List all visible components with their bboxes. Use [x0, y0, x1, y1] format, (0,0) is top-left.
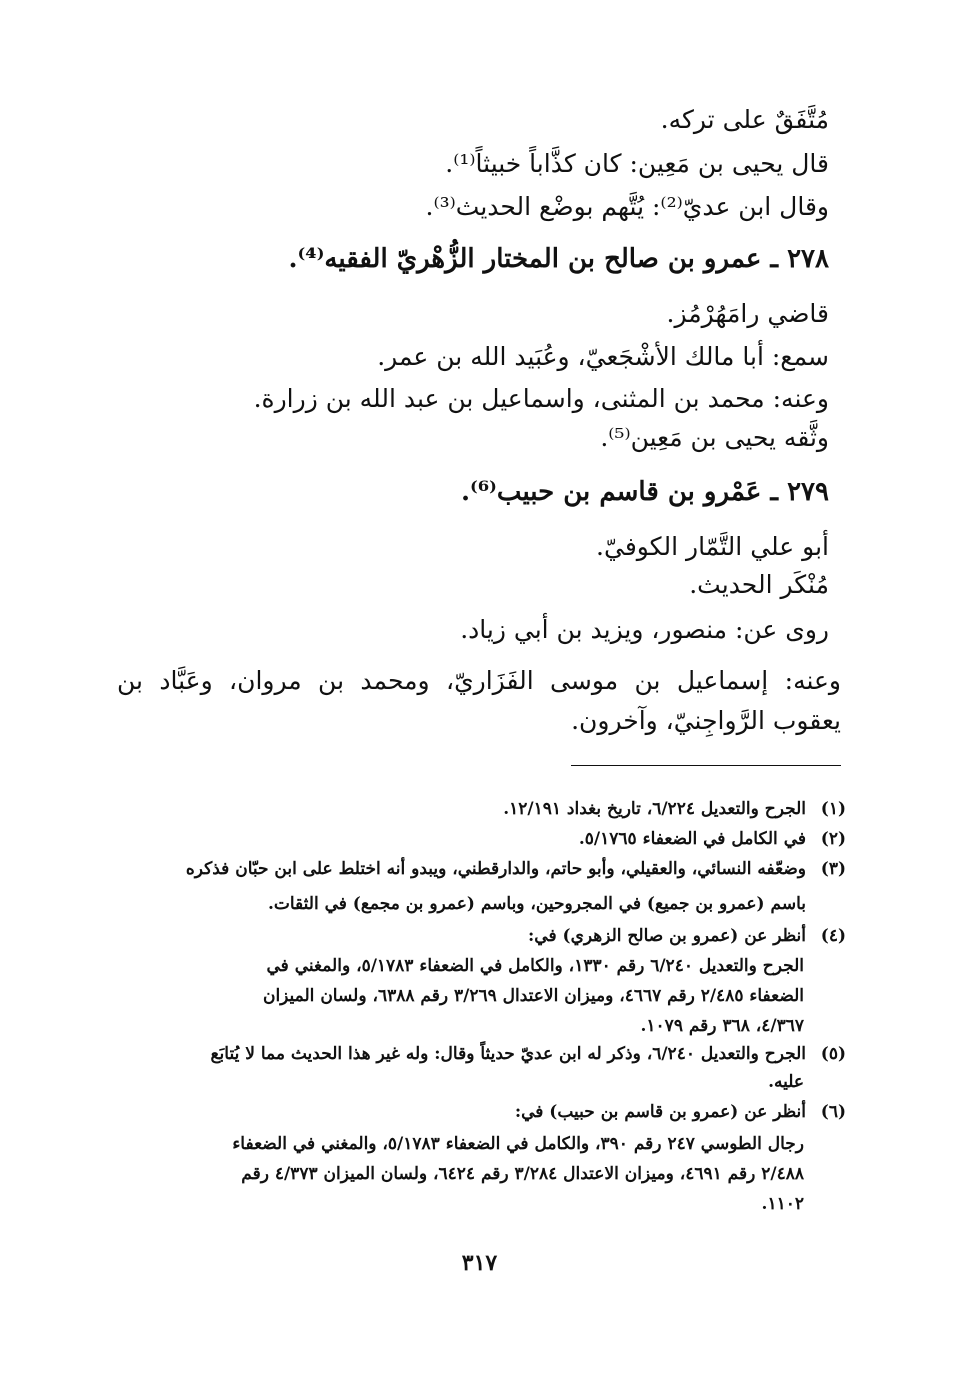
body-line: سمع: أبا مالك الأشْجَعيّ، وعُبَيد الله بن عمر. [377, 342, 829, 371]
body-line: قاضي رامَهُرْمُز. [666, 299, 829, 328]
footnote-6 [116, 1098, 846, 1126]
footnote-1 [116, 795, 846, 823]
footnote-6-cont: ١١٠٢. [761, 1194, 804, 1214]
footnote-4 [116, 922, 846, 950]
body-line: وعنه: إسماعيل بن موسى الفَزَاريّ، ومحمد بن مروان، وعَبَّاد بن [117, 666, 841, 695]
footnote-number: (١) [820, 799, 846, 819]
footnote-number: (٤) [820, 926, 846, 946]
footnote-6-cont: ٢/٤٨٨ رقم ٤٦٩١، وميزان الاعتدال ٣/٢٨٤ رقم ٦٤٢٤، ولسان الميزان ٤/٣٧٣ رقم [241, 1164, 804, 1184]
footnote-separator [571, 765, 841, 766]
body-line: أبو علي التَّمّار الكوفيّ. [596, 532, 829, 561]
footnote-number: (٢) [820, 829, 846, 849]
footnote-2 [116, 825, 846, 853]
footnote-text: الجرح والتعديل ٦/٢٢٤، تاريخ بغداد ١٢/١٩١. [503, 799, 806, 819]
body-line: وقال ابن عديّ⁽²⁾: يُتَّهم بوضْع الحديث⁽³⁾. [425, 192, 829, 221]
footnote-number: (٥) [820, 1044, 846, 1064]
body-line: مُتَّفَقٌ على تركه. [660, 105, 829, 134]
body-line: وعنه: محمد بن المثنى، واسماعيل بن عبد الله بن زرارة. [253, 384, 829, 413]
footnote-6-cont: رجال الطوسي ٢٤٧ رقم ٣٩٠، والكامل في الضعفاء ٥/١٧٨٣، والمغني في الضعفاء [232, 1134, 804, 1154]
body-line: يعقوب الرَّواجِنيّ، وآخرون. [571, 706, 841, 735]
page-number: ٣١٧ [461, 1250, 498, 1276]
footnote-text: الجرح والتعديل ٦/٢٤٠، وذكر له ابن عديّ حديثاً وقال: وله غير هذا الحديث مما لا يُتابَع [210, 1044, 806, 1064]
footnote-4-cont: ٤/٣٦٧، ٣٦٨ رقم ١٠٧٩. [640, 1016, 804, 1036]
footnote-text: أنظر عن (عمرو بن قاسم بن حبيب) في: [514, 1102, 806, 1122]
body-line: وثَّقه يحيى بن مَعِين⁽⁵⁾. [600, 423, 829, 452]
entry-heading-278: ٢٧٨ ـ عمرو بن صالح بن المختار الزُّهْريّ الفقيه⁽⁴⁾. [288, 244, 829, 274]
body-line: قال يحيى بن مَعِين: كان كذَّاباً خبيثاً⁽¹⁾. [445, 149, 829, 178]
footnote-number: (٦) [820, 1102, 846, 1122]
entry-heading-279: ٢٧٩ ـ عَمْرو بن قاسم بن حبيب⁽⁶⁾. [460, 477, 829, 507]
footnote-text: وضعّفه النسائي، والعقيلي، وأبو حاتم، والدارقطني، ويبدو أنه اختلط على ابن حبّان فذكره [185, 859, 806, 879]
body-line: روى عن: منصور، ويزيد بن أبي زياد. [460, 615, 829, 644]
footnote-4-cont: الضعفاء ٢/٤٨٥ رقم ٤٦٦٧، وميزان الاعتدال ٣/٢٦٩ رقم ٦٣٨٨، ولسان الميزان [262, 986, 804, 1006]
footnote-3 [116, 855, 846, 883]
footnote-3-cont: باسم (عمرو بن جميع) في المجروحين، وباسم (عمرو بن مجمع) في الثقات. [267, 894, 806, 914]
footnote-number: (٣) [820, 859, 846, 879]
footnote-text: أنظر عن (عمرو بن صالح الزهري) في: [528, 926, 806, 946]
footnote-4-cont: الجرح والتعديل ٦/٢٤٠ رقم ١٣٣٠، والكامل في الضعفاء ٥/١٧٨٣، والمغني في [266, 956, 804, 976]
footnote-5 [116, 1040, 846, 1068]
footnote-5-cont: عليه. [768, 1072, 804, 1092]
body-line: مُنْكَر الحديث. [689, 570, 829, 599]
footnote-text: في الكامل في الضعفاء ٥/١٧٦٥. [578, 829, 806, 849]
